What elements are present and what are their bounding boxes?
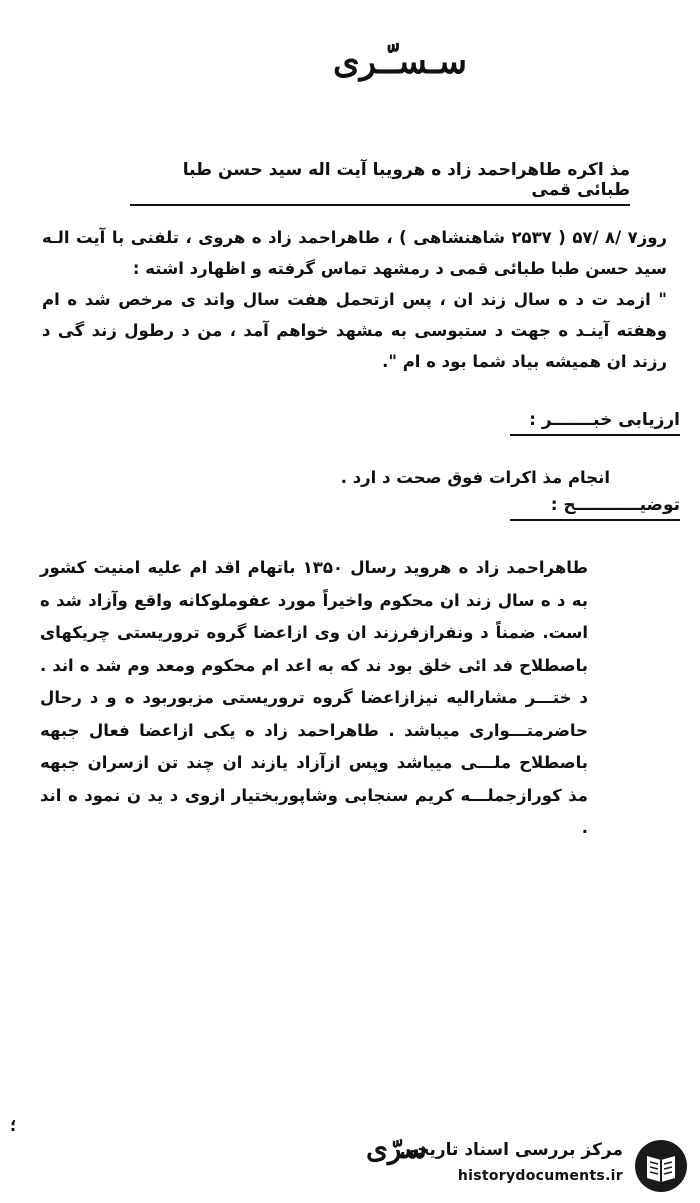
footer-website: historydocuments.ir (457, 1168, 623, 1184)
explanation-heading-text: توضیـــــــــــح : (550, 495, 680, 515)
explanation-underline (510, 519, 680, 521)
footer-watermark (400, 1138, 695, 1198)
evaluation-heading (510, 410, 680, 436)
quote-paragraph: " ازمد ت د ه سال زند ان ، پس ازتحمل هفت سال واند ی مرخص شد ه ام وهفته آینـد ه جهت د ستبوسی به مشهد خواهم آمد ، من د رطول زند گی د رزند ان همیشه بیاد شما بود ه ام ". (42, 290, 667, 371)
evaluation-text: انجام مذ اکرات فوق صحت د ارد . (340, 468, 610, 487)
evaluation-heading-text: ارزیابی خبـــــــر : (529, 410, 680, 430)
margin-mark: ؛ (10, 1116, 17, 1135)
intro-paragraph: روز۷ /۸ /۵۷ ( ۲۵۳۷ شاهنشاهی ) ، طاهراحمد زاد ه هروی ، تلفنی با آیت الـه سید حسن طبا طبائی قمی د رمشهد تماس گرفته و اظهارد اشته : (42, 228, 667, 278)
explanation-paragraph: طاهراحمد زاد ه هروید رسال ۱۳۵۰ باتهام اقد ام علیه امنیت کشور به د ه سال زند ان محکوم واخیراً مورد عفوملوکانه واقع وآزاد شد ه است. ضمناً د ونفرازفرزند ان وی ازاعضا گروه تروریستی چریکهای باصطلاح فد ائی خلق بود ند که به اعد ام محکوم ومعد وم شد ه اند . د ختـــر مشارالیه نیزازاعضا گروه تروریستی مزبوربود ه و د رحال حاضرمتـــواری میباشد . طاهراحمد زاد ه یکی ازاعضا فعال جبهه باصطلاح ملـــی میباشد وپس ازآزاد یازند ان چند تن ازسران جبهه مذ کورازجملـــه کریم سنجابی وشاپوربختیار ازوی د ید ن نمود ه اند . (40, 558, 589, 837)
classification-stamp-bottom: سرّی (366, 1132, 427, 1165)
explanation-heading (510, 495, 680, 521)
footer-organization: مرکز بررسی اسناد تاریخی (400, 1140, 623, 1160)
evaluation-underline (510, 434, 680, 436)
classification-stamp-top: سـسـّـری (332, 42, 468, 82)
book-emblem-icon (633, 1138, 689, 1194)
document-subject: مذ اکره طاهراحمد زاد ه هرویبا آیت اله سید حسن طبا طبائی قمی (130, 160, 630, 206)
